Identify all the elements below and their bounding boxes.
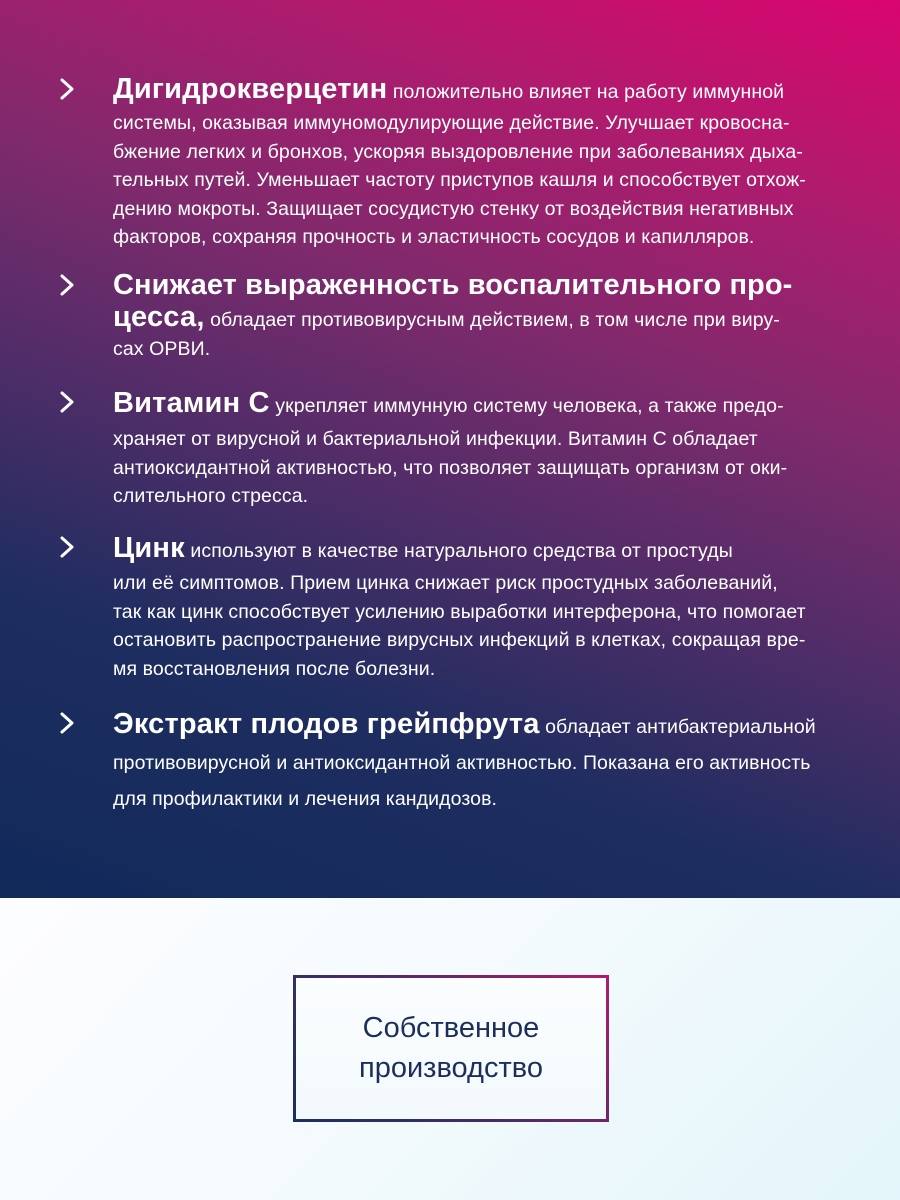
description-line: факторов, сохраняя прочность и эластичность сосудов и капилляров. — [113, 226, 755, 249]
ingredient-heading: Витамин С — [113, 387, 270, 419]
chevron-right-icon — [58, 274, 76, 296]
description-line: храняет от вирусной и бактериальной инфекции. Витамин С обладает — [113, 428, 758, 450]
description-line: обладает антибактериальной — [539, 716, 816, 738]
description-line: для профилактики и лечения кандидозов. — [113, 788, 498, 810]
description-line: используют в качестве натурального средства от простуды — [184, 540, 733, 562]
badge-label — [296, 1008, 606, 1088]
ingredient-description — [113, 530, 841, 683]
ingredient-description — [113, 384, 841, 511]
description-line: слительного стресса. — [113, 485, 309, 508]
description-line: положительно влияет на работу иммунной — [387, 81, 785, 103]
chevron-right-icon — [58, 536, 76, 558]
ingredient-heading: цесса, — [113, 301, 205, 333]
production-panel — [0, 898, 900, 1200]
description-line: тельных путей. Уменьшает частоту приступов кашля и способствует отхож- — [113, 169, 806, 192]
ingredient-heading: Цинк — [113, 532, 185, 564]
description-line: так как цинк способствует усилению выработки интерферона, что помогает — [113, 600, 806, 623]
badge-line: производство — [359, 1052, 543, 1084]
chevron-right-icon — [58, 391, 76, 413]
description-line: укрепляет иммунную систему человека, а также предо- — [269, 395, 784, 417]
description-line: обладает противовирусным действием, в том числе при виру- — [204, 309, 780, 331]
description-line: антиоксидантной активностью, что позволяет защищать организм от оки- — [113, 456, 788, 479]
description-line: дению мокроты. Защищает сосудистую стенку от воздействия негативных — [113, 197, 794, 220]
ingredient-heading: Снижает выраженность воспалительного про- — [113, 269, 793, 301]
description-line: бжение легких и бронхов, ускоряя выздоровление при заболеваниях дыха- — [113, 140, 803, 163]
ingredient-description — [113, 706, 841, 817]
ingredient-heading: Дигидрокверцетин — [113, 73, 388, 105]
ingredient-description — [113, 72, 841, 252]
chevron-right-icon — [58, 78, 76, 100]
ingredient-heading: Экстракт плодов грейпфрута — [113, 708, 540, 740]
ingredient-description — [113, 268, 841, 364]
description-line: системы, оказывая иммуномодулирующие действие. Улучшает кровосна- — [113, 112, 790, 134]
description-line: или её симптомов. Прием цинка снижает риск простудных заболеваний, — [113, 572, 778, 594]
description-line: противовирусной и антиоксидантной активностью. Показана его активность — [113, 752, 811, 774]
description-line: остановить распространение вирусных инфекций в клетках, сокращая вре- — [113, 629, 806, 652]
badge-line: Собственное — [362, 1012, 540, 1044]
own-production-badge — [293, 975, 609, 1122]
description-line: мя восстановления после болезни. — [113, 657, 436, 680]
description-line: сах ОРВИ. — [113, 338, 211, 360]
chevron-right-icon — [58, 712, 76, 734]
